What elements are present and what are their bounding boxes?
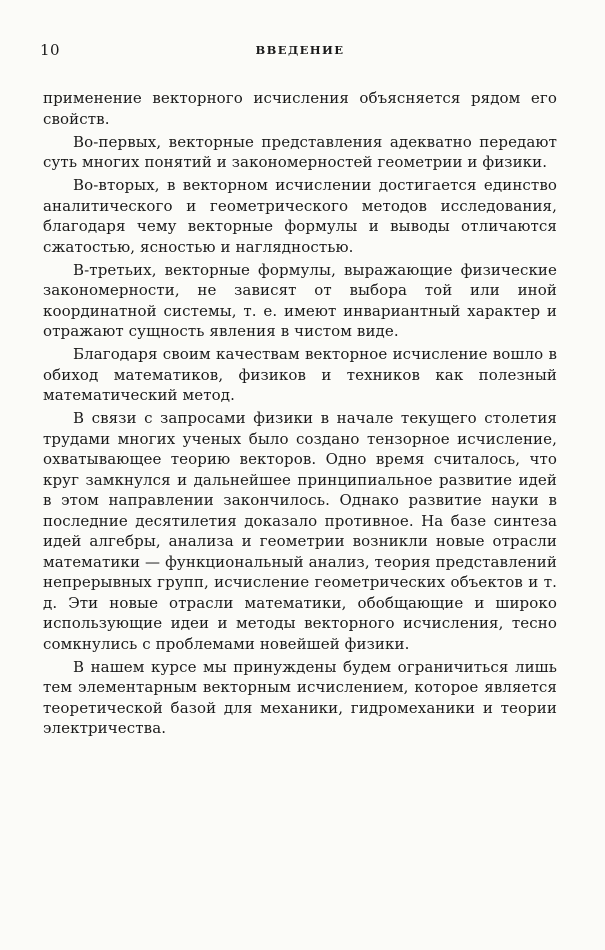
paragraph: Во-вторых, в векторном исчислении достигается единство аналитического и геометрического методов исследования, благодаря чему векторные формулы и выводы отличаются сжатостью, ясностью и наглядностью. (43, 176, 557, 256)
body-text (43, 88, 557, 741)
paragraph: В-третьих, векторные формулы, выражающие физические закономерности, не зависят от выбора той или иной координатной системы, т. е. имеют инвариантный характер и отражают сущность явления в чистом виде. (43, 260, 557, 340)
page-number: 10 (40, 41, 61, 59)
paragraph: Во-первых, векторные представления адекватно передают суть многих понятий и закономерностей геометрии и физики. (43, 132, 557, 171)
paragraph-continuation: применение векторного исчисления объясняется рядом его свойств. (43, 89, 557, 128)
paragraph: В связи с запросами физики в начале текущего столетия трудами многих ученых было создано тензорное исчисление, охватывающее теорию векторов. Одно время считалось, что круг замкнулся и дальнейшее принципиальное развитие идей в этом направлении закончилось. Однако развитие науки в последние десятилетия доказало противное. На базе синтеза идей алгебры, анализа и геометрии возникли новые отрасли математики — функциональный анализ, теория представлений непрерывных групп, исчисление геометрических объектов и т. д. Эти новые отрасли математики, обобщающие и широко использующие идеи и методы векторного исчисления, тесно сомкнулись с проблемами новейшей физики. (43, 409, 557, 653)
running-head: ВВЕДЕНИЕ (255, 43, 345, 57)
page-header (40, 40, 560, 60)
paragraph: В нашем курсе мы принуждены будем ограничиться лишь тем элементарным векторным исчислением, которое является теоретической базой для механики, гидромеханики и теории электричества. (43, 657, 557, 737)
paragraph: Благодаря своим качествам векторное исчисление вошло в обиход математиков, физиков и техников как полезный математический метод. (43, 345, 557, 404)
